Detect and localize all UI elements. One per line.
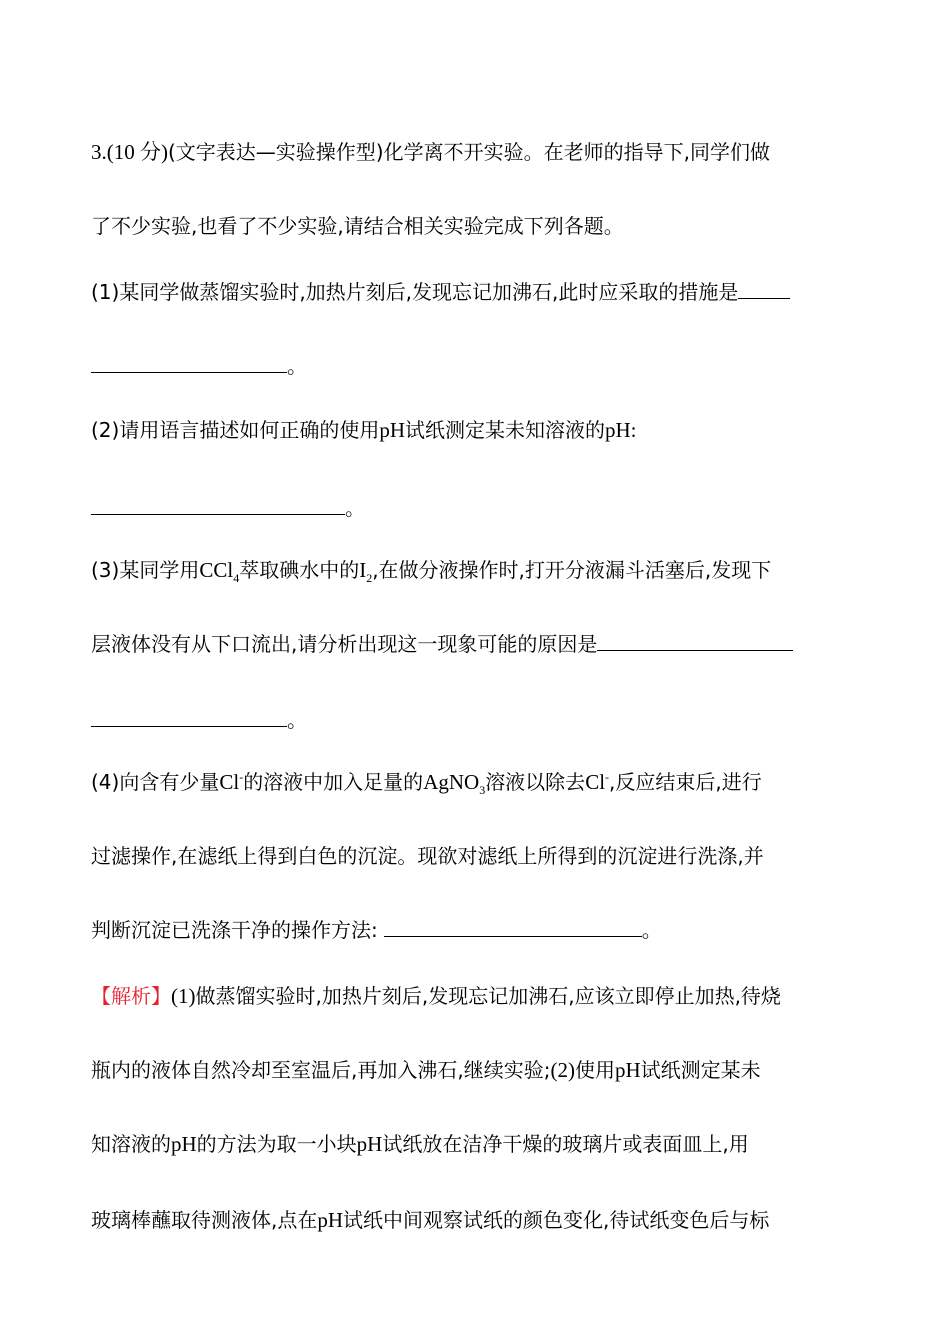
- part1-answer-blank-a: [738, 278, 790, 299]
- part4-cl-2: Cl: [585, 770, 606, 794]
- part4-text-c: 溶液以除去: [485, 770, 586, 794]
- analysis-line-3: [91, 1130, 861, 1158]
- part4-text-e: 过滤操作,在滤纸上得到白色的沉淀。现欲对滤纸上所得到的沉淀进行洗涤,并: [91, 844, 764, 868]
- part4-line-1: [91, 768, 861, 799]
- analysis-text-2b: 使用: [574, 1058, 615, 1082]
- analysis-text-3c: 试纸放在洁净干燥的玻璃片或表面皿上,用: [382, 1132, 749, 1156]
- analysis-text-4a: 玻璃棒蘸取待测液体,点在: [91, 1208, 318, 1232]
- part3-text-a: (3)某同学用: [91, 558, 200, 582]
- part4-text-b: 的溶液中加入足量的: [243, 770, 424, 794]
- part3-answer-blank-b: [91, 706, 287, 727]
- part3-line-2: [91, 630, 861, 658]
- question-intro-2: 了不少实验,也看了不少实验,请结合相关实验完成下列各题。: [91, 214, 624, 238]
- part4-cl-1: Cl: [219, 770, 240, 794]
- part1-line-1: [91, 278, 861, 306]
- part4-line-2: [91, 842, 861, 870]
- analysis-text-1: 做蒸馏实验时,加热片刻后,发现忘记加沸石,应该立即停止加热,待烧: [195, 984, 781, 1008]
- part4-end: 。: [641, 918, 662, 942]
- part3-ccl-sub: 4: [233, 571, 240, 585]
- part3-end: 。: [287, 708, 307, 732]
- analysis-text-4b: 试纸中间观察试纸的颜色变化,待试纸变色后与标: [343, 1208, 770, 1232]
- part4-answer-blank: [384, 916, 642, 937]
- part4-text-f: 判断沉淀已洗涤干净的操作方法:: [91, 918, 378, 942]
- part4-cl-1-sup: -: [239, 770, 244, 784]
- part3-answer-blank-a: [597, 630, 793, 651]
- part2-line-1: [91, 416, 861, 444]
- part4-line-3: [91, 916, 861, 944]
- part2-text-a: (2)请用语言描述如何正确的使用: [91, 418, 380, 442]
- analysis-line-1: [91, 982, 861, 1010]
- part3-text-b: 萃取碘水中的: [239, 558, 360, 582]
- analysis-line-4: [91, 1206, 861, 1234]
- part2-answer-blank: [91, 494, 345, 515]
- part2-ph-1: pH: [379, 418, 406, 442]
- question-intro-1: 化学离不开实验。在老师的指导下,同学们做: [383, 140, 770, 164]
- analysis-text-3a: 知溶液的: [91, 1132, 171, 1156]
- question-line-2: [91, 212, 861, 240]
- analysis-ph-2: pH: [171, 1132, 197, 1156]
- part3-text-d: 层液体没有从下口流出,请分析出现这一现象可能的原因是: [91, 632, 598, 656]
- analysis-ph-4: pH: [317, 1208, 344, 1232]
- part1-end: 。: [287, 354, 307, 378]
- part2-text-b: 试纸测定某未知溶液的: [405, 418, 606, 442]
- analysis-ph-1: pH: [614, 1058, 641, 1082]
- part3-text-c: ,在做分液操作时,打开分液漏斗活塞后,发现下: [372, 558, 772, 582]
- part3-iodine: I: [359, 558, 367, 582]
- question-number: 3.(10 分): [91, 140, 168, 164]
- part2-line-2: [91, 494, 861, 522]
- part4-cl-2-sup: -: [605, 770, 610, 784]
- part1-answer-blank-b: [91, 352, 287, 373]
- part2-ph-2: pH:: [605, 418, 637, 442]
- part3-line-3: [91, 706, 861, 734]
- part3-ccl: CCl: [199, 558, 234, 582]
- analysis-line-2: [91, 1056, 861, 1084]
- part4-text-a: (4)向含有少量: [91, 770, 220, 794]
- question-type: (文字表达—实验操作型): [168, 140, 384, 164]
- part2-end: 。: [345, 496, 365, 520]
- part1-text: (1)某同学做蒸馏实验时,加热片刻后,发现忘记加沸石,此时应采取的措施是: [91, 280, 739, 304]
- part3-iodine-sub: 2: [366, 571, 373, 585]
- analysis-text-3b: 的方法为取一小块: [196, 1132, 357, 1156]
- analysis-tag: 【解析】: [91, 984, 171, 1008]
- analysis-num-1: (1): [171, 984, 196, 1008]
- analysis-text-2c: 试纸测定某未: [640, 1058, 761, 1082]
- analysis-text-2a: 瓶内的液体自然冷却至室温后,再加入沸石,继续实验;: [91, 1058, 551, 1082]
- analysis-ph-3: pH: [356, 1132, 383, 1156]
- part4-text-d: ,反应结束后,进行: [609, 770, 762, 794]
- part3-line-1: [91, 556, 861, 587]
- question-line-1: [91, 138, 861, 166]
- part4-agno-sub: 3: [479, 783, 486, 797]
- analysis-num-2: (2): [550, 1058, 575, 1082]
- part1-line-2: [91, 352, 861, 380]
- part4-agno: AgNO: [423, 770, 480, 794]
